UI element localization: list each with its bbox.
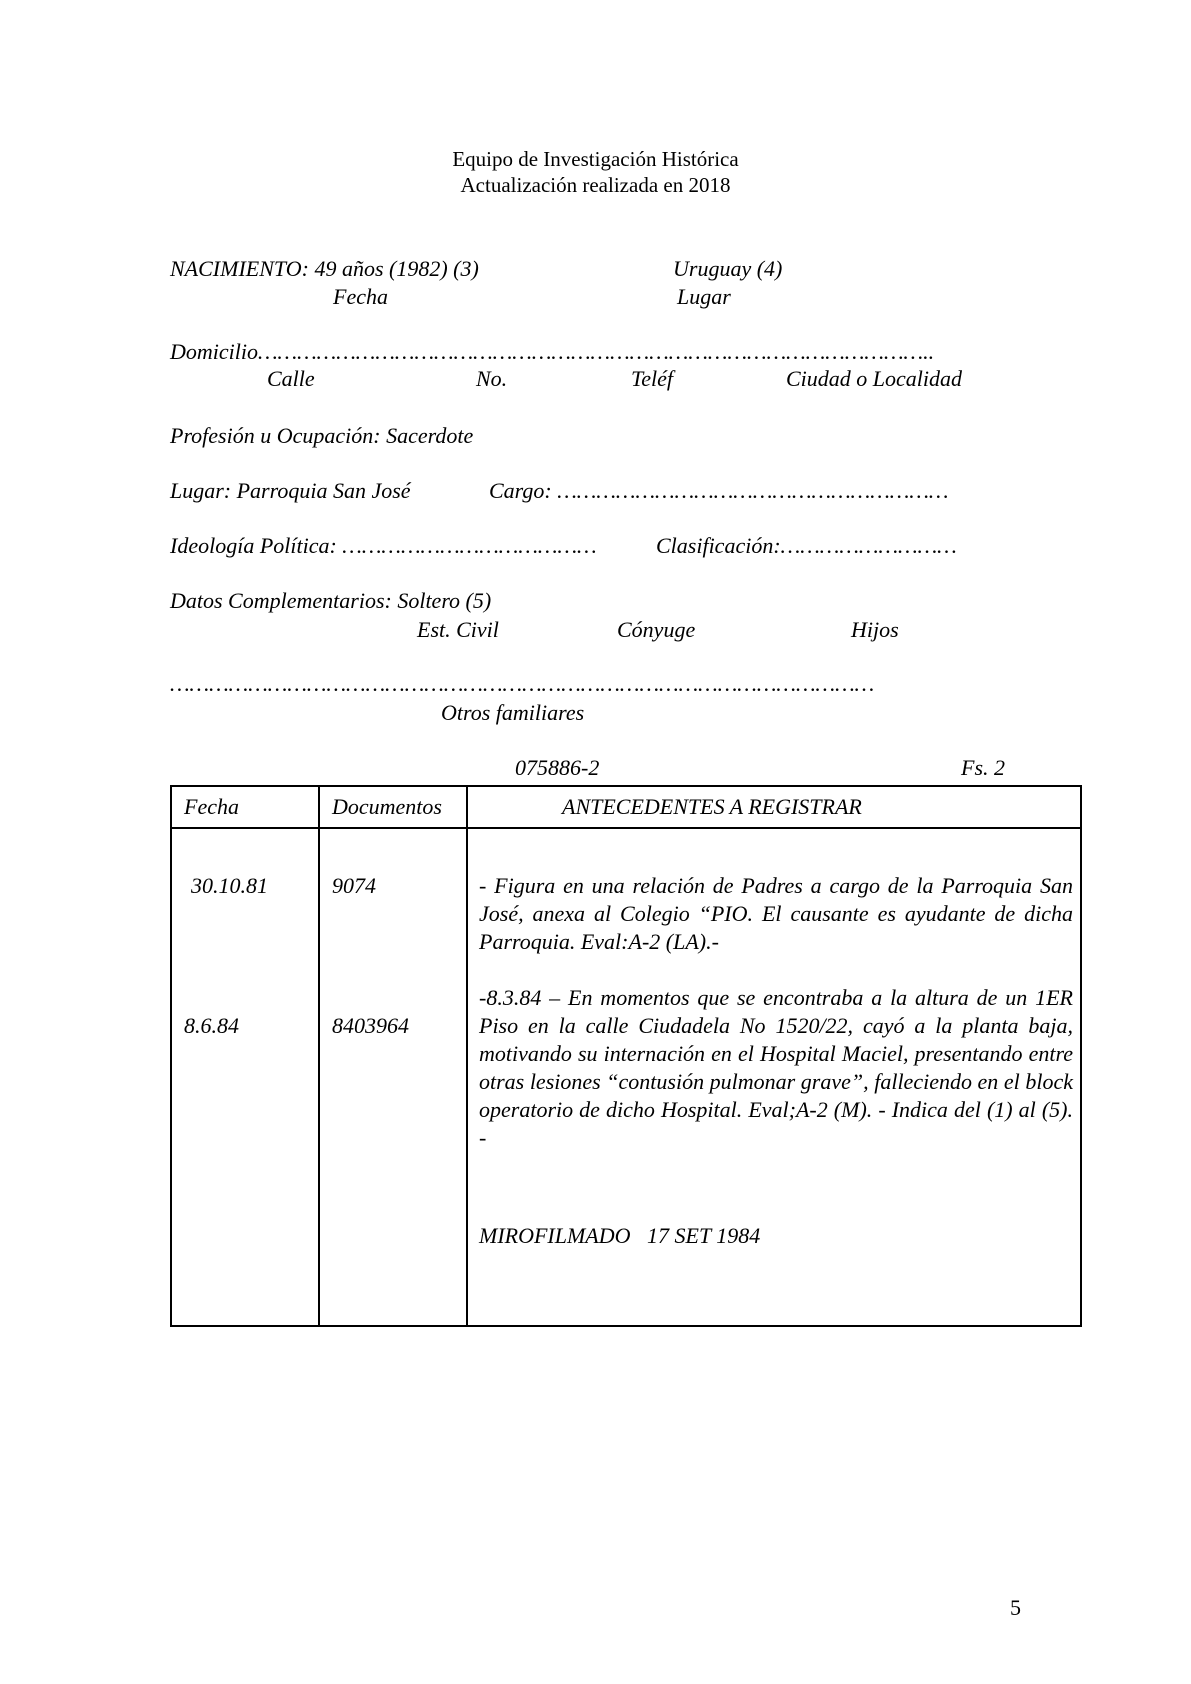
header-line-1: Equipo de Investigación Histórica [452,147,739,171]
document-entry: 9074 [332,873,376,898]
column-header-antecedentes: ANTECEDENTES A REGISTRAR [467,786,1081,828]
birth-sub-place: Lugar [677,284,731,309]
antecedentes-cell [467,828,1081,1326]
document-entry: 8403964 [332,1013,409,1038]
datos-sub-hijos: Hijos [851,617,899,642]
table-body-row [171,828,1081,1326]
ideologia-field: Ideología Política: ………………………………… [170,533,597,558]
domicilio-sub-no: No. [476,366,508,391]
documentos-cell [319,828,467,1326]
domicilio-line: Domicilio………………………………………………………………………………………….. [170,339,935,364]
birth-label: NACIMIENTO: [170,256,309,281]
record-number: 075886-2 [515,755,600,780]
otros-label: Otros familiares [441,700,585,725]
date-entry: 30.10.81 [191,873,268,898]
datos-sub-civil: Est. Civil [417,617,499,642]
profesion-field: Profesión u Ocupación: Sacerdote [170,423,474,448]
domicilio-sub-calle: Calle [267,366,315,391]
record-folio: Fs. 2 [961,755,1005,780]
page-number: 5 [1010,1595,1021,1620]
microfilm-stamp: MIROFILMADO 17 SET 1984 [479,1223,761,1248]
antecedent-entry: - Figura en una relación de Padres a cargo de la Parroquia San José, anexa al Colegio “PIO. El causante es ayudante de dicha Parroquia. Eval:A-2 (LA).- [479,873,1073,954]
fecha-cell [171,828,319,1326]
birth-sub-date: Fecha [333,284,388,309]
column-header-fecha: Fecha [171,786,319,828]
domicilio-sub-ciudad: Ciudad o Localidad [786,366,963,391]
datos-sub-conyuge: Cónyuge [617,617,696,642]
cargo-field: Cargo: …………………………………………………… [489,478,949,503]
clasificacion-field: Clasificación:……………………… [656,533,957,558]
otros-line: ……………………………………………………………………………………………… [170,671,875,696]
column-header-documentos: Documentos [319,786,467,828]
date-entry: 8.6.84 [184,1013,239,1038]
lugar-field: Lugar: Parroquia San José [170,478,411,503]
domicilio-sub-telef: Teléf [631,366,673,391]
antecedent-entry: -8.3.84 – En momentos que se encontraba a la altura de un 1ER Piso en la calle Ciudadela No 1520/22, cayó a la planta baja, motivando su internación en el Hospital Maciel, presentando entre otras lesiones “contusión pulmonar grave”, falleciendo en el block operatorio de dicho Hospital. Eval;A-2 (M). - Indica del (1) al (5). - [479,985,1073,1150]
birth-value: 49 años (1982) (3) [314,256,479,281]
header-line-2: Actualización realizada en 2018 [460,173,731,197]
table-header-row [171,786,1081,828]
records-table [170,785,1082,1327]
birth-field [170,255,479,282]
datos-field: Datos Complementarios: Soltero (5) [170,588,492,613]
birth-place: Uruguay (4) [673,256,783,281]
